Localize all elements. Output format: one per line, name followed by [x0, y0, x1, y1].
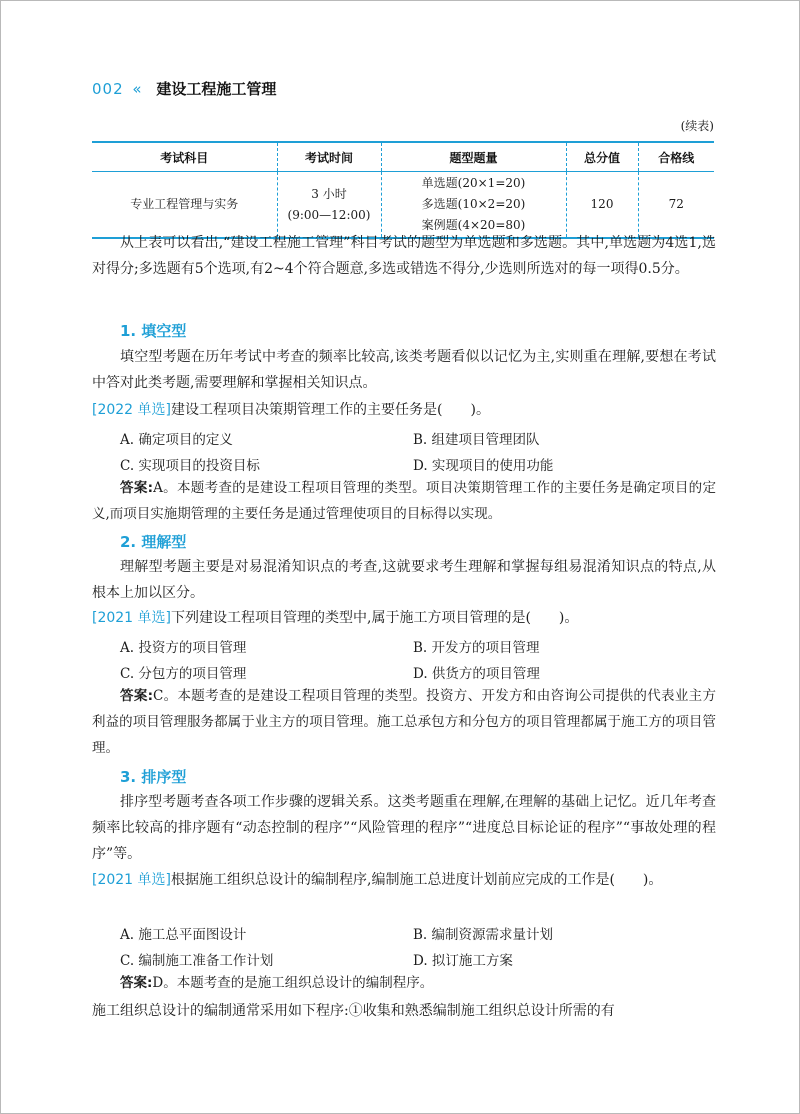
page-number: 002 — [92, 80, 124, 98]
table-row — [92, 172, 714, 239]
question-tag: [2021 单选] — [92, 610, 172, 626]
running-header — [92, 78, 276, 99]
column-header: 合格线 — [638, 142, 714, 172]
answer-label: 答案: — [120, 975, 153, 991]
option-c: C. 实现项目的投资目标 — [120, 458, 260, 474]
answer — [92, 475, 716, 527]
book-title: 建设工程施工管理 — [156, 80, 277, 98]
option-a: A. 投资方的项目管理 — [120, 640, 247, 656]
answer-label: 答案: — [120, 688, 154, 704]
question-tag: [2021 单选] — [92, 872, 172, 888]
answer-text: C。本题考查的是建设工程项目管理的类型。投资方、开发方和由咨询公司提供的代表业主方利益的项目管理服务都属于业主方的项目管理。施工总承包方和分包方的项目管理都属于施工方的项目管理。 — [92, 688, 716, 756]
cell-time — [277, 172, 381, 239]
section-title-fill: 1. 填空型 — [120, 322, 187, 340]
cell-question-types — [381, 172, 566, 239]
table-header-row — [92, 142, 714, 172]
continuation-text: 施工组织总设计的编制通常采用如下程序:①收集和熟悉编制施工组织总设计所需的有 — [92, 1003, 615, 1019]
section-title-understand: 2. 理解型 — [120, 533, 187, 551]
section-title-order: 3. 排序型 — [120, 768, 187, 786]
question-text: 建设工程项目决策期管理工作的主要任务是( )。 — [171, 402, 490, 418]
question-tag: [2022 单选] — [92, 402, 172, 418]
time-duration: 3 小时 — [311, 186, 347, 201]
question-text: 下列建设工程项目管理的类型中,属于施工方项目管理的是( )。 — [171, 610, 579, 626]
option-b: B. 编制资源需求量计划 — [413, 927, 554, 943]
option-d: D. 拟订施工方案 — [413, 953, 513, 969]
answer — [92, 683, 716, 761]
section-desc: 填空型考题在历年考试中考查的频率比较高,该类考题看似以记忆为主,实则重在理解,要想在考试中答对此类考题,需要理解和掌握相关知识点。 — [92, 349, 716, 391]
table-continued-label: (续表) — [680, 119, 714, 133]
cell-pass: 72 — [638, 172, 714, 239]
column-header: 题型题量 — [381, 142, 566, 172]
type-multi: 多选题(10×2=20) — [421, 197, 526, 211]
option-a: A. 确定项目的定义 — [120, 432, 233, 448]
exam-table — [92, 141, 714, 239]
chevron-icon: « — [132, 80, 142, 98]
time-range: (9:00—12:00) — [287, 207, 371, 222]
cell-subject: 专业工程管理与实务 — [92, 172, 277, 239]
answer — [92, 970, 716, 996]
section-desc: 排序型考题考查各项工作步骤的逻辑关系。这类考题重在理解,在理解的基础上记忆。近几年考查频率比较高的排序题有“动态控制的程序”“风险管理的程序”“进度总目标论证的程序”“事故处理的程序”等。 — [92, 794, 716, 862]
type-case: 案例题(4×20=80) — [421, 218, 526, 232]
option-a: A. 施工总平面图设计 — [120, 927, 247, 943]
answer-text: D。本题考查的是施工组织总设计的编制程序。 — [152, 975, 434, 991]
column-header: 考试时间 — [277, 142, 381, 172]
option-b: B. 开发方的项目管理 — [413, 640, 540, 656]
answer-text: A。本题考查的是建设工程项目管理的类型。项目决策期管理工作的主要任务是确定项目的定义,而项目实施期管理的主要任务是通过管理使项目的目标得以实现。 — [92, 480, 716, 522]
option-c: C. 编制施工准备工作计划 — [120, 953, 274, 969]
question-text: 根据施工组织总设计的编制程序,编制施工总进度计划前应完成的工作是( )。 — [171, 872, 663, 888]
question — [92, 397, 716, 423]
option-c: C. 分包方的项目管理 — [120, 666, 247, 682]
answer-label: 答案: — [120, 480, 154, 496]
intro-paragraph: 从上表可以看出,“建设工程施工管理”科目考试的题型为单选题和多选题。其中,单选题为4选1,选对得分;多选题有5个选项,有2~4个符合题意,多选或错选不得分,少选则所选对的每一项得0.5分。 — [92, 235, 716, 277]
question — [92, 605, 716, 631]
column-header: 考试科目 — [92, 142, 277, 172]
column-header: 总分值 — [566, 142, 638, 172]
question — [92, 867, 716, 893]
type-single: 单选题(20×1=20) — [421, 176, 526, 190]
section-desc: 理解型考题主要是对易混淆知识点的考查,这就要求考生理解和掌握每组易混淆知识点的特点,从根本上加以区分。 — [92, 559, 716, 601]
cell-total: 120 — [566, 172, 638, 239]
option-d: D. 实现项目的使用功能 — [413, 458, 554, 474]
option-d: D. 供货方的项目管理 — [413, 666, 540, 682]
option-b: B. 组建项目管理团队 — [413, 432, 540, 448]
